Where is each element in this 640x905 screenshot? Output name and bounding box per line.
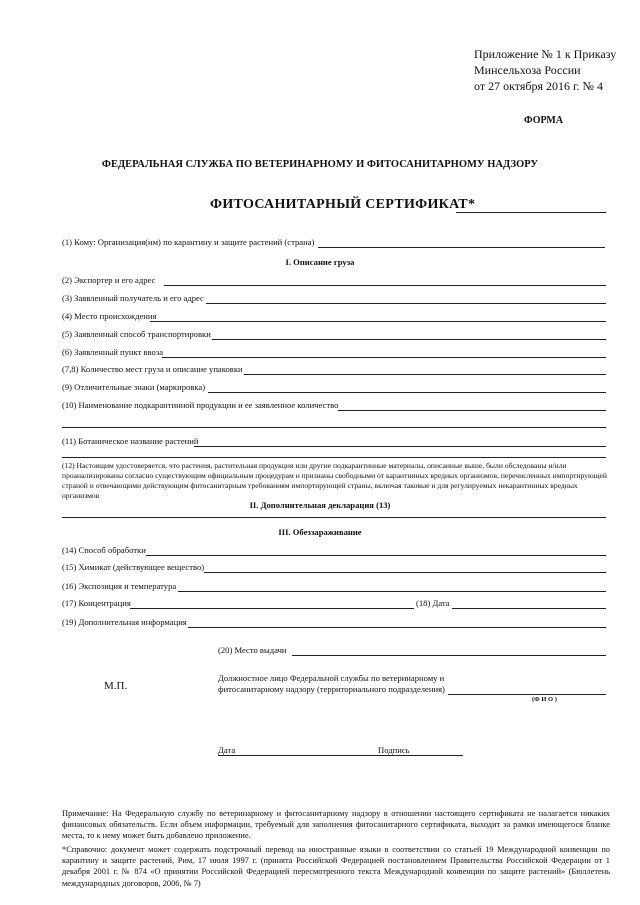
field-16-line[interactable] xyxy=(178,591,606,592)
signature-label: Подпись xyxy=(378,745,410,755)
field-6-line[interactable] xyxy=(162,357,606,358)
field-4-line[interactable] xyxy=(150,321,606,322)
appendix-line-2: Минсельхоза России xyxy=(474,63,581,77)
field-1-line[interactable] xyxy=(318,247,605,248)
field-10-line-2[interactable] xyxy=(62,427,606,428)
official-line-1: Должностное лицо Федеральной службы по ветеринарному и xyxy=(218,673,445,683)
field-19-label: (19) Дополнительная информация xyxy=(62,617,187,627)
field-4-label: (4) Место происхождения xyxy=(62,311,157,321)
field-15-label: (15) Химикат (действующее вещество) xyxy=(62,562,205,572)
fio-label: (Ф И О ) xyxy=(532,696,557,703)
appendix-line-3: от 27 октября 2016 г. № 4 xyxy=(474,79,604,93)
field-18-line[interactable] xyxy=(452,608,606,609)
section-2-line[interactable] xyxy=(62,517,606,518)
field-1-label: (1) Кому: Организация(им) по карантину и защите растений (страна) xyxy=(62,237,315,247)
field-5-line[interactable] xyxy=(212,339,606,340)
note-text: Примечание: На Федеральную службу по ветеринарному и фитосанитарному надзору в отношении настоящего сертификата не налагается никаких финансовых обязательств. Если объем информации, требуемый для заполнения фитосанитарного сертификата, выходит за рамки имеющегося бланке места, то к нему может быть добавлено приложение. xyxy=(62,809,610,841)
section-3-title: III. Обеззараживание xyxy=(278,527,362,537)
field-7-8-label: (7,8) Количество мест груза и описание упаковки xyxy=(62,364,243,374)
field-15-line[interactable] xyxy=(204,572,606,573)
field-14-line[interactable] xyxy=(146,555,606,556)
field-9-label: (9) Отличительные знаки (маркировка) xyxy=(62,382,206,392)
field-14-label: (14) Способ обработки xyxy=(62,545,146,555)
field-2-label: (2) Экспортер и его адрес xyxy=(62,275,156,285)
appendix-line-1: Приложение № 1 к Приказу xyxy=(474,47,617,61)
field-17-label: (17) Концентрация xyxy=(62,598,131,608)
footnote-text: *Справочно: документ может содержать подстрочный перевод на иностранные языки в соответствии со статьей 19 Международной конвенции по карантину и защите растений, Рим, 17 июля 1997 г. (принята Российской Федерацией постановлением Правительства Российской Федерации от 1 декабря 2001 г. № 874 «О принятии Российской Федерацией пересмотренного текста Международной конвенции по защите растений» (Бюллетень международных договоров, 2006, № 7) xyxy=(62,845,610,888)
certificate-number-line[interactable] xyxy=(456,212,606,213)
field-3-label: (3) Заявленный получатель и его адрес xyxy=(62,293,204,303)
agency-title: ФЕДЕРАЛЬНАЯ СЛУЖБА ПО ВЕТЕРИНАРНОМУ И ФИТОСАНИТАРНОМУ НАДЗОРУ xyxy=(101,159,539,170)
section-1-title: I. Описание груза xyxy=(285,257,355,267)
field-11-line[interactable] xyxy=(194,446,606,447)
field-7-8-line[interactable] xyxy=(244,374,606,375)
certificate-title: ФИТОСАНИТАРНЫЙ СЕРТИФИКАТ* xyxy=(210,197,476,212)
field-6-label: (6) Заявленный пункт ввоза xyxy=(62,347,164,357)
certification-text: (12) Настоящим удостоверяется, что растения, растительная продукция или другие подкарантинные материалы, описанные выше, были обследованы и/или проанализированы согласно существующим официальным процедурам и признаны свободными от карантинных вредных организмов, перечисленных импортирующей страной и отвечающими действующим фитосанитарным требованиям импортирующей страны, включая таковые и для регулируемых некарантинных вредных организмов xyxy=(62,461,607,500)
field-20-line[interactable] xyxy=(292,655,606,656)
field-11-label: (11) Ботаническое название растений xyxy=(62,436,199,446)
stamp-label: М.П. xyxy=(104,680,128,692)
field-9-line[interactable] xyxy=(208,392,606,393)
date-signature-line[interactable] xyxy=(218,755,463,756)
section-2-title: II. Дополнительная декларация (13) xyxy=(249,500,391,510)
field-2-line[interactable] xyxy=(164,285,606,286)
date-label: Дата xyxy=(218,745,236,755)
field-10-label: (10) Наименование подкарантинной продукции и ее заявленное количество xyxy=(62,400,339,410)
field-19-line[interactable] xyxy=(188,627,606,628)
field-18-label: (18) Дата xyxy=(416,598,450,608)
official-name-line[interactable] xyxy=(448,694,606,695)
field-10-line-1[interactable] xyxy=(338,410,606,411)
field-5-label: (5) Заявленный способ транспортировки xyxy=(62,329,211,339)
separator-line xyxy=(62,457,606,458)
form-label: ФОРМА xyxy=(524,115,564,126)
field-17-line[interactable] xyxy=(130,608,414,609)
field-20-label: (20) Место выдачи xyxy=(218,645,287,655)
field-16-label: (16) Экспозиция и температура xyxy=(62,581,177,591)
field-3-line[interactable] xyxy=(206,303,606,304)
official-line-2: фитосанитарному надзору (территориального подразделения) xyxy=(218,684,445,694)
